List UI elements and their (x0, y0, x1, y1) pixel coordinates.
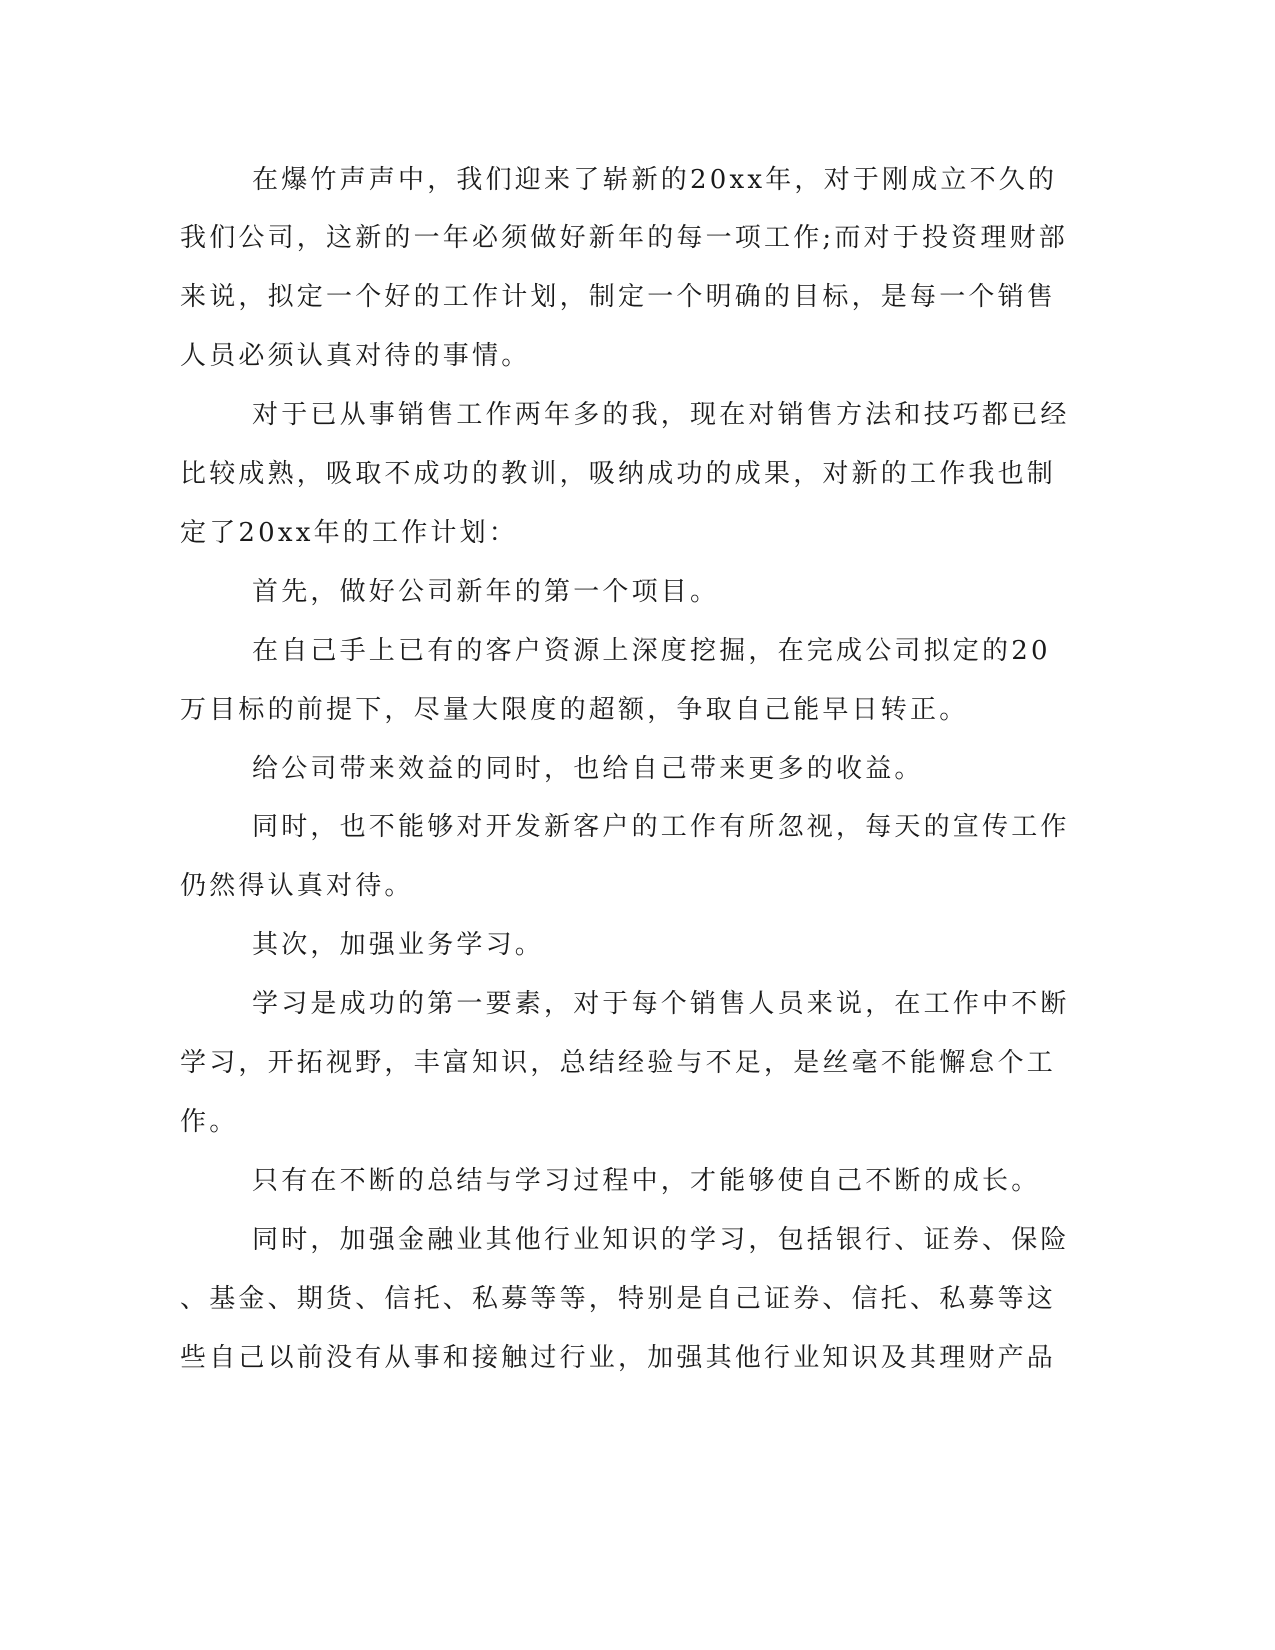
paragraph-4-line-2: 万目标的前提下，尽量大限度的超额，争取自己能早日转正。 (180, 695, 969, 725)
paragraph-8-line-3: 作。 (180, 1107, 239, 1137)
paragraph-5-line-1: 给公司带来效益的同时，也给自己带来更多的收益。 (252, 754, 924, 784)
paragraph-10-line-2: 、基金、期货、信托、私募等等，特别是自己证券、信托、私募等这 (180, 1284, 1057, 1314)
paragraph-6-line-2: 仍然得认真对待。 (180, 871, 414, 901)
paragraph-2-line-1: 对于已从事销售工作两年多的我，现在对销售方法和技巧都已经 (252, 400, 1070, 430)
paragraph-1-line-3: 来说，拟定一个好的工作计划，制定一个明确的目标，是每一个销售 (180, 282, 1057, 312)
paragraph-7-line-1: 其次，加强业务学习。 (252, 930, 545, 960)
paragraph-10-line-3: 些自己以前没有从事和接触过行业，加强其他行业知识及其理财产品 (180, 1343, 1057, 1373)
paragraph-2-line-3: 定了20xx年的工作计划： (180, 518, 519, 548)
paragraph-6-line-1: 同时，也不能够对开发新客户的工作有所忽视，每天的宣传工作 (252, 812, 1070, 842)
paragraph-10-line-1: 同时，加强金融业其他行业知识的学习，包括银行、证券、保险 (252, 1225, 1070, 1255)
paragraph-8-line-1: 学习是成功的第一要素，对于每个销售人员来说，在工作中不断 (252, 989, 1070, 1019)
paragraph-8-line-2: 学习，开拓视野，丰富知识，总结经验与不足，是丝毫不能懈怠个工 (180, 1048, 1057, 1078)
paragraph-1-line-1: 在爆竹声声中，我们迎来了崭新的20xx年，对于刚成立不久的 (252, 165, 1058, 195)
paragraph-3-line-1: 首先，做好公司新年的第一个项目。 (252, 577, 720, 607)
paragraph-2-line-2: 比较成熟，吸取不成功的教训，吸纳成功的成果，对新的工作我也制 (180, 459, 1057, 489)
paragraph-1-line-4: 人员必须认真对待的事情。 (180, 341, 531, 371)
paragraph-4-line-1: 在自己手上已有的客户资源上深度挖掘，在完成公司拟定的20 (252, 636, 1051, 666)
paragraph-1-line-2: 我们公司，这新的一年必须做好新年的每一项工作;而对于投资理财部 (180, 223, 1068, 253)
paragraph-9-line-1: 只有在不断的总结与学习过程中，才能够使自己不断的成长。 (252, 1166, 1041, 1196)
